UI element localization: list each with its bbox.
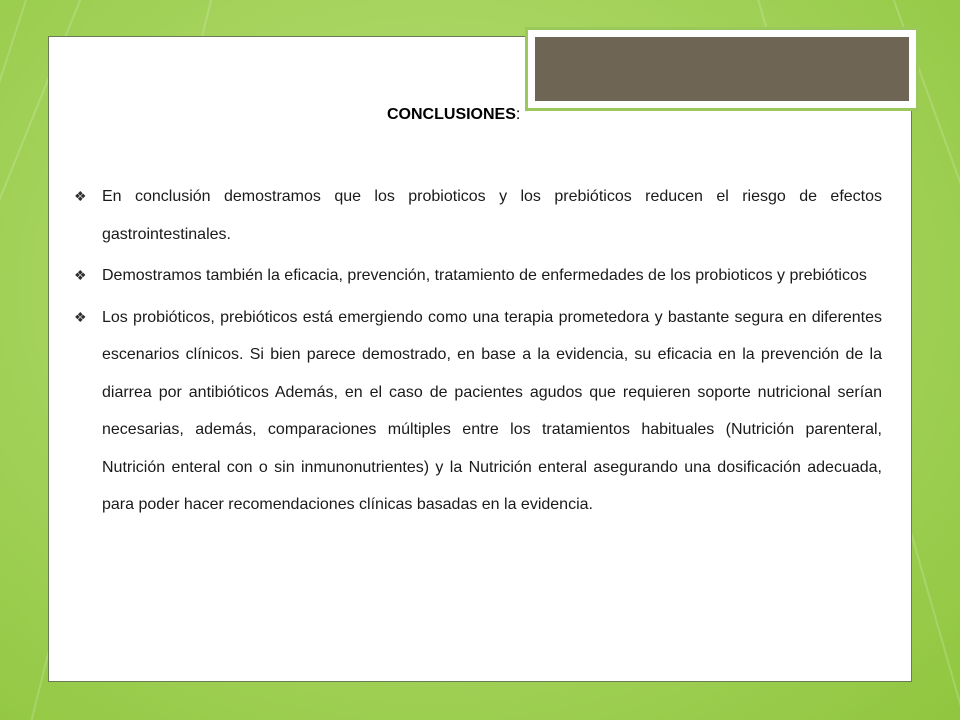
title-placeholder-fill bbox=[535, 37, 909, 101]
list-item bbox=[74, 178, 882, 253]
four-point-diamond-icon: ❖ bbox=[74, 308, 87, 325]
list-item bbox=[74, 299, 882, 524]
heading-text: CONCLUSIONES bbox=[387, 106, 516, 123]
conclusions-bullet-list bbox=[74, 178, 882, 528]
list-item bbox=[74, 257, 882, 295]
bullet-text: En conclusión demostramos que los probioticos y los prebióticos reducen el riesgo de efectos gastrointestinales. bbox=[102, 188, 882, 243]
conclusions-heading bbox=[387, 106, 520, 124]
heading-colon: : bbox=[515, 106, 521, 123]
bullet-text: Los probióticos, prebióticos está emergiendo como una terapia prometedora y bastante segura en diferentes escenarios clínicos. Si bien parece demostrado, en base a la evidencia, su eficacia en la prevención de la diarrea por antibióticos Además, en el caso de pacientes agudos que requieren soporte nutricional serían necesarias, además, comparaciones múltiples entre los tratamientos habituales (Nutrición parenteral, Nutrición enteral con o sin inmunonutrientes) y la Nutrición enteral asegurando una dosificación adecuada, para poder hacer recomendaciones clínicas basadas en la evidencia. bbox=[102, 308, 882, 513]
four-point-diamond-icon: ❖ bbox=[74, 188, 87, 204]
four-point-diamond-icon: ❖ bbox=[74, 267, 87, 283]
bullet-text: Demostramos también la eficacia, prevención, tratamiento de enfermedades de los probioticos y prebióticos bbox=[102, 267, 867, 284]
title-placeholder-badge bbox=[525, 27, 919, 111]
